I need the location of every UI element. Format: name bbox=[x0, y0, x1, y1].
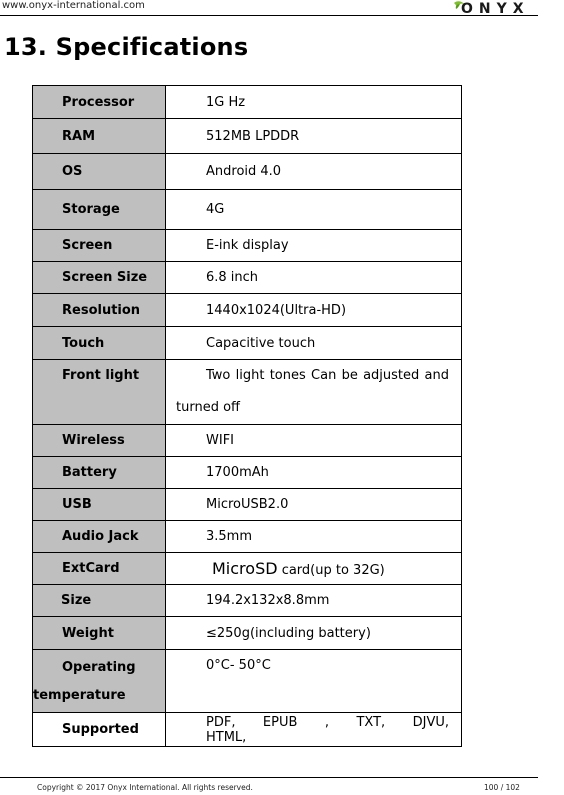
spec-key: Operating temperature bbox=[33, 650, 166, 713]
spec-key: ExtCard bbox=[33, 553, 166, 585]
spec-value: Capacitive touch bbox=[166, 327, 462, 360]
spec-value: 1440x1024(Ultra-HD) bbox=[166, 294, 462, 327]
footer-copyright: Copyright © 2017 Onyx International. All rights reserved. bbox=[37, 783, 253, 792]
table-row bbox=[33, 553, 462, 585]
spec-value: 1G Hz bbox=[166, 86, 462, 119]
spec-key: Screen Size bbox=[33, 262, 166, 294]
spec-key: Audio Jack bbox=[33, 521, 166, 553]
spec-key: OS bbox=[33, 154, 166, 190]
spec-key: RAM bbox=[33, 119, 166, 154]
spec-key: Processor bbox=[33, 86, 166, 119]
spec-key: Supported bbox=[33, 713, 166, 747]
spec-value: 512MB LPDDR bbox=[166, 119, 462, 154]
header-rule bbox=[0, 15, 538, 16]
spec-key: Size bbox=[33, 585, 166, 617]
table-row bbox=[33, 360, 462, 425]
spec-value: MicroUSB2.0 bbox=[166, 489, 462, 521]
table-row bbox=[33, 294, 462, 327]
spec-value: 6.8 inch bbox=[166, 262, 462, 294]
spec-key: Battery bbox=[33, 457, 166, 489]
table-row bbox=[33, 86, 462, 119]
table-row bbox=[33, 154, 462, 190]
table-row bbox=[33, 585, 462, 617]
svg-text:ONYX: ONYX bbox=[461, 1, 530, 14]
spec-value: PDF, EPUB , TXT, DJVU, HTML, bbox=[166, 713, 462, 747]
spec-key: Storage bbox=[33, 190, 166, 230]
spec-value-main: MicroSD bbox=[212, 559, 278, 578]
table-row bbox=[33, 617, 462, 650]
table-row bbox=[33, 521, 462, 553]
spec-value-suffix: card(up to 32G) bbox=[281, 563, 385, 578]
section-title: 13. Specifications bbox=[4, 33, 249, 61]
table-row bbox=[33, 230, 462, 262]
spec-key: Resolution bbox=[33, 294, 166, 327]
spec-value: 0°C- 50°C bbox=[166, 650, 462, 713]
spec-value: 4G bbox=[166, 190, 462, 230]
table-row bbox=[33, 489, 462, 521]
spec-value: 1700mAh bbox=[166, 457, 462, 489]
table-row bbox=[33, 327, 462, 360]
spec-key: Weight bbox=[33, 617, 166, 650]
spec-value: WIFI bbox=[166, 425, 462, 457]
spec-value: ≤250g(including battery) bbox=[166, 617, 462, 650]
table-row bbox=[33, 650, 462, 713]
table-row bbox=[33, 262, 462, 294]
spec-value: E-ink display bbox=[166, 230, 462, 262]
spec-key: Front light bbox=[33, 360, 166, 425]
table-row bbox=[33, 713, 462, 747]
spec-value: Android 4.0 bbox=[166, 154, 462, 190]
table-row bbox=[33, 425, 462, 457]
spec-value bbox=[166, 553, 462, 585]
spec-table bbox=[32, 85, 462, 747]
page-number: 100 / 102 bbox=[484, 783, 520, 792]
spec-key: Touch bbox=[33, 327, 166, 360]
spec-value: 194.2x132x8.8mm bbox=[166, 585, 462, 617]
spec-value: Two light tones Can be adjusted and turned off bbox=[166, 360, 462, 425]
table-row bbox=[33, 457, 462, 489]
spec-key: Screen bbox=[33, 230, 166, 262]
table-row bbox=[33, 190, 462, 230]
spec-value: 3.5mm bbox=[166, 521, 462, 553]
table-row bbox=[33, 119, 462, 154]
onyx-logo bbox=[452, 0, 538, 14]
header-url[interactable]: www.onyx-international.com bbox=[2, 0, 145, 11]
spec-key: USB bbox=[33, 489, 166, 521]
footer-rule bbox=[0, 777, 538, 778]
spec-key: Wireless bbox=[33, 425, 166, 457]
